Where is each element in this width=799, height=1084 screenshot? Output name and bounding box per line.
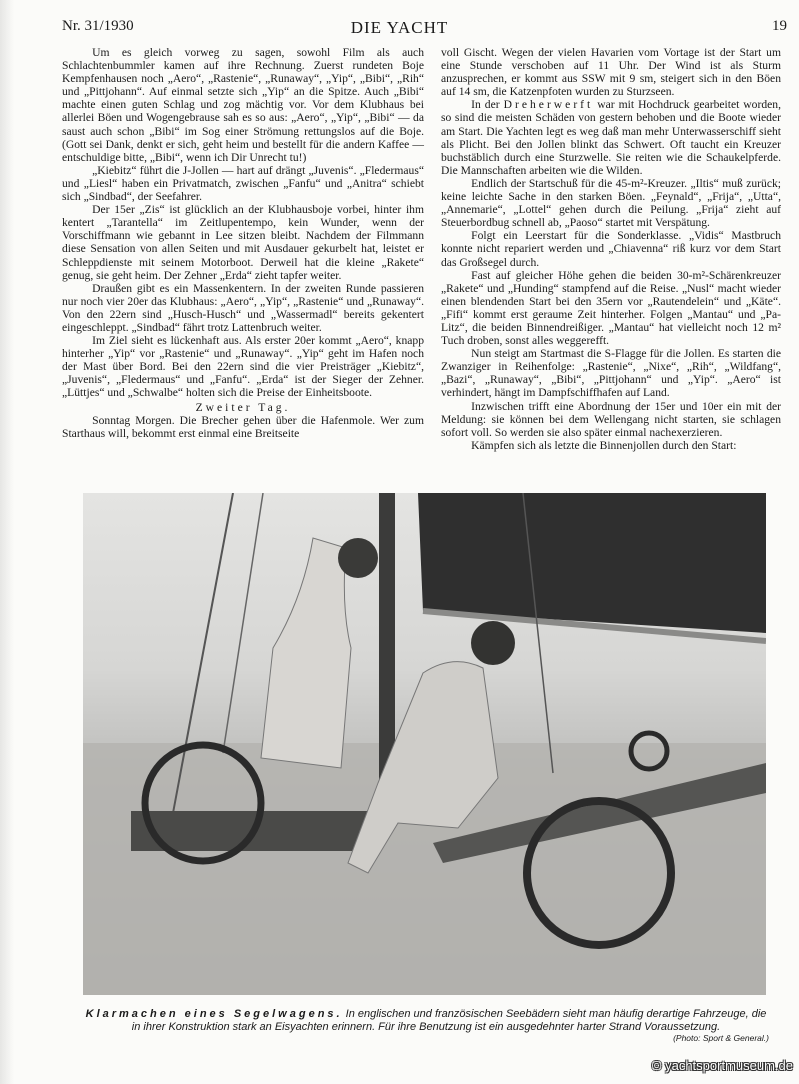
- left-column: [62, 46, 424, 440]
- page-number: 19: [772, 18, 787, 34]
- paragraph: Um es gleich vorweg zu sagen, sowohl Film als auch Schlachtenbummler kamen auf ihre Rechnung. Zuerst rundeten Boje Kempfenhausen noch „Aero“, „Rastenie“, „Runaway“, „Yip“, „Bibi“, „Rih“ und „Pittjohann“. Auf einmal setzte sich „Yip“ an die Spitze. Auch „Bibi“ machte einen guten Schlag und zog mächtig vor. Vor dem Klubhaus bei allerlei Böen und Wogengebrause sah es so aus: „Aero“, „Yip“, „Bibi“ — da saust auch schon „Bibi“ im Sog einer Strömung rettungslos auf die Boje. (Gott sei Dank, denkt er sich, geht heim und bestellt für die andern Kaffee — entschuldige bitte, „Bibi“, wenn ich Dir Unrecht tu!): [62, 46, 424, 164]
- watermark: © yachtsportmuseum.de: [651, 1058, 793, 1073]
- emphasized-word: Dreherwerft: [503, 98, 594, 112]
- paragraph: voll Gischt. Wegen der vielen Havarien vom Vortage ist der Start um eine Stunde verschoben auf 11 Uhr. Der Wind ist als Sturm anzusprechen, er kommt aus SSW mit 9 sm, steigert sich in den Böen auf 14 sm, die Katzenpfoten wurden zu Sturzseen.: [441, 46, 781, 99]
- paragraph: Endlich der Startschuß für die 45-m²-Kreuzer. „Iltis“ muß zurück; keine leichte Sache in den starken Böen. „Feynald“, „Frija“, „Utta“, „Annemarie“, „Lottel“ gehen durch die Peilung. „Frija“ zieht auf Steuerbordbug schnell ab, „Paoso“ startet mit Verspätung.: [441, 176, 781, 230]
- photo-illustration: [83, 493, 766, 995]
- section-subheading: Zweiter Tag.: [195, 400, 291, 414]
- magazine-title: DIE YACHT: [350, 18, 449, 37]
- paragraph: Fast auf gleicher Höhe gehen die beiden 30-m²-Schärenkreuzer „Rakete“ und „Hunding“ stampfend auf die Reise. „Nusl“ macht wieder einen blendenden Start bei den 35ern vor „Rautendelein“ und „Käte“. „Fifi“ kommt erst geraume Zeit hinterher. Folgen „Mantau“ und „Pa-Litz“, die beiden Binnendreißiger. „Mantau“ hat vielleicht noch 12 m² Tuch droben, sonst alles weggerefft.: [441, 268, 781, 348]
- paragraph: Im Ziel sieht es lückenhaft aus. Als erster 20er kommt „Aero“, knapp hinterher „Yip“ vor „Rastenie“ und „Runaway“. „Yip“ geht im Hafen noch der Mast über Bord. Bei den 22ern sind die vier Preisträger „Kiebitz“, „Juvenis“, „Fledermaus“ und „Fanfu“. „Erda“ ist der Sieger der Zehner. „Lüttjes“ und „Schwalbe“ holten sich die Preise der Einheitsboote.: [62, 334, 424, 400]
- page-edge-shadow: [0, 0, 14, 1084]
- paragraph: Nun steigt am Startmast die S-Flagge für die Jollen. Es starten die Zwanziger in Reihenfolge: „Rastenie“, „Nixe“, „Rih“, „Wildfang“, „Bazi“, „Runaway“, „Bibi“, „Pittjohann“ und „Yip“. „Aero“ ist verhindert, hängt im Dampfschiffhafen auf Land.: [441, 347, 781, 400]
- caption-text: In englischen und französischen Seebädern sieht man häufig derartige Fahrzeuge, die in ihrer Konstruktion stark an Eisyachten erinnern. Für ihre Benutzung ist ein ausgedehnter harter Strand Voraussetzung.: [131, 1008, 767, 1033]
- paragraph: Inzwischen trifft eine Abordnung der 15er und 10er ein mit der Meldung: sie können bei dem Wellengang nicht starten, sie schlagen sofort voll. So werden sie also später einmal nachexerzieren.: [441, 399, 781, 439]
- photo-caption: [82, 1008, 770, 1033]
- right-column: [441, 46, 781, 452]
- photograph-sail-wagon: [83, 493, 766, 995]
- issue-number: Nr. 31/1930: [62, 18, 134, 34]
- text: war mit Hochdruck gearbeitet worden, so sind die meisten Schäden von gestern behoben und die Boote wieder am Start. Die Yachten legt es weg daß man mehr Unterwasserschiff sieht als Plicht. Bei den Jollen blinkt das Schwert. Oft taucht ein Kreuzer buchstäblich durch eine Sturzwelle. Sie reiten wie die Schaukelpferde. Die Mannschaften arbeiten wie die Wilden.: [441, 98, 781, 177]
- text: In der: [471, 98, 500, 112]
- photo-credit: (Photo: Sport & General.): [673, 1033, 769, 1043]
- sail: [418, 493, 766, 633]
- paragraph: „Kiebitz“ führt die J-Jollen — hart auf drängt „Juvenis“. „Fledermaus“ und „Liesl“ haben ein Privatmatch, zwischen „Fanfu“ und „Anitra“ schiebt sich „Sindbad“, der Seefahrer.: [62, 163, 424, 204]
- paragraph: [441, 98, 781, 177]
- paragraph: Draußen gibt es ein Massenkentern. In der zweiten Runde passieren nur noch vier 20er das Klubhaus: „Aero“, „Yip“, „Rastenie“ und „Runaway“. Von den 22ern sind „Husch-Husch“ und „Wassermadl“ bereits gekentert eingeschleppt. „Sindbad“ fährt trotz Lattenbruch weiter.: [62, 281, 424, 334]
- paragraph: Kämpfen sich als letzte die Binnenjollen durch den Start:: [471, 438, 737, 452]
- paragraph: Der 15er „Zis“ ist glücklich an der Klubhausboje vorbei, hinter ihm kentert „Tarantella“ im Zeitlupentempo, kein Wunder, wenn der Vorschiffmann wie gebannt in Lee sitzen bleibt. Nachdem der Filmmann diese Sensation von allen Seiten und mit Ausdauer gekurbelt hat, leistet er Schleppdienste mit seinem Motorboot. Derweil hat die kleine „Rakete“ genug, sie geht heim. Der Zehner „Erda“ zieht tapfer weiter.: [62, 203, 424, 282]
- caption-lead: Klarmachen eines Segelwagens.: [85, 1008, 343, 1020]
- paragraph: Sonntag Morgen. Die Brecher gehen über die Hafenmole. Wer zum Starthaus will, bekommt erst einmal eine Breitseite: [62, 413, 424, 440]
- paragraph: Folgt ein Leerstart für die Sonderklasse. „Vidis“ Mastbruch konnte nicht repariert werden und „Chiavenna“ riß kurz vor dem Start das Großsegel durch.: [441, 229, 781, 269]
